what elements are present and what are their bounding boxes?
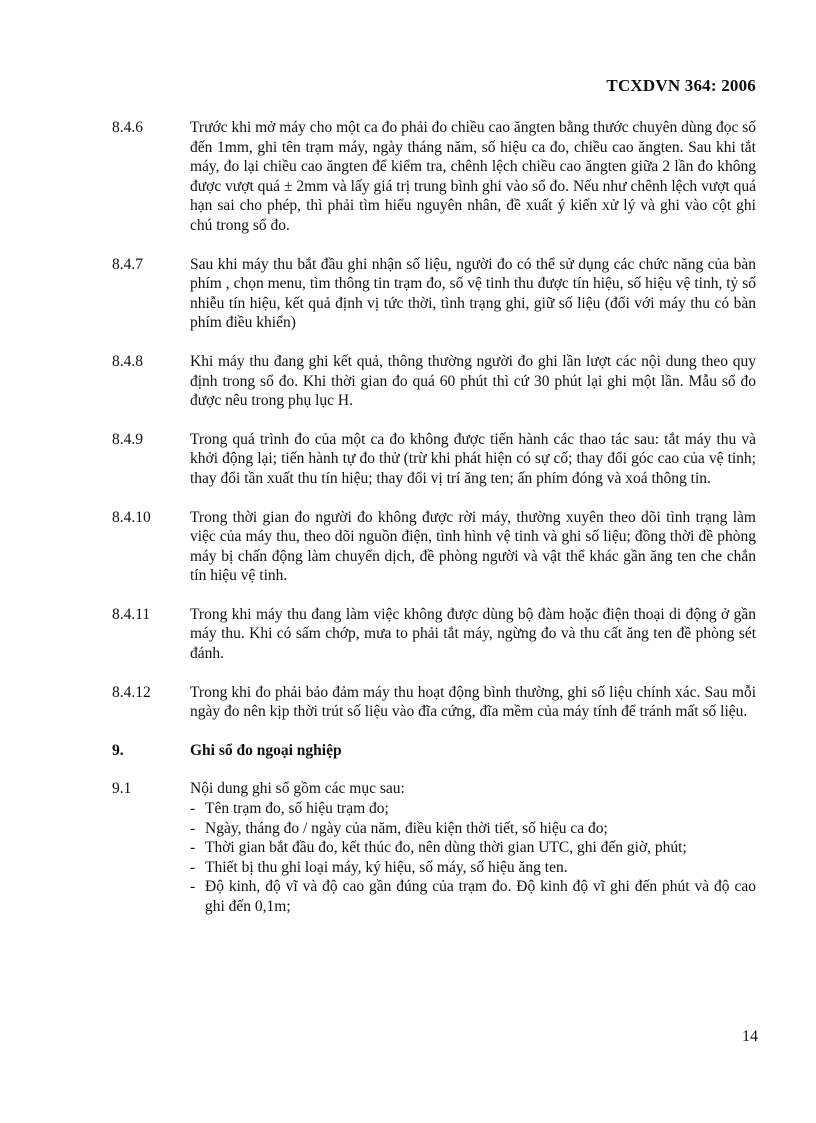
list-item (190, 877, 756, 916)
dash-mark: - (190, 800, 196, 818)
dash-mark: - (190, 819, 196, 837)
paragraph-8-4-10 (112, 508, 756, 586)
paragraph-8-4-12 (112, 683, 756, 722)
document-header: TCXDVN 364: 2006 (606, 76, 756, 95)
paragraph-text: Trong khi máy thu đang làm việc không được dùng bộ đàm hoặc điện thoại di động ở gần máy thu. Khi có sấm chớp, mưa to phải tắt máy, ngừng đo và thu cất ăng ten đề phòng sét đánh. (190, 605, 756, 663)
paragraph-text: Trong thời gian đo người đo không được rời máy, thường xuyên theo dõi tình trạng làm việc của máy thu, theo dõi nguồn điện, tình hình vệ tinh và ghi số liệu; đồng thời đề phòng máy bị chấn động làm chuyển dịch, đề phòng người và vật thể khác gần ăng ten che chắn tín hiệu vệ tinh. (190, 508, 756, 585)
paragraph-number: 8.4.8 (112, 352, 143, 370)
dash-mark: - (190, 839, 196, 857)
list-item (190, 838, 756, 858)
subsection-body (190, 779, 756, 916)
paragraph-8-4-7 (112, 255, 756, 333)
paragraph-number: 8.4.12 (112, 683, 151, 701)
paragraph-text: Khi máy thu đang ghi kết quả, thông thường người đo ghi lần lượt các nội dung theo quy định trong sổ đo. Khi thời gian đo quá 60 phút thì cứ 30 phút lại ghi một lần. Mẫu sổ đo được nêu trong phụ lục H. (190, 352, 756, 410)
paragraph-8-4-11 (112, 605, 756, 664)
paragraph-text: Trong quá trình đo của một ca đo không được tiến hành các thao tác sau: tắt máy thu và khởi động lại; tiến hành tự đo thử (trừ khi phát hiện có sự cố; thay đổi góc cao của vệ tinh; thay đổi tần xuất thu tín hiệu; thay đổi vị trí ăng ten; ấn phím đóng và xoá thông tin. (190, 430, 756, 487)
dash-mark: - (190, 878, 196, 896)
subsection-9-1 (112, 779, 756, 916)
paragraph-number: 8.4.11 (112, 605, 151, 623)
dash-list (190, 799, 756, 917)
list-item (190, 819, 756, 839)
paragraph-text: Sau khi máy thu bắt đầu ghi nhận số liệu, người đo có thể sử dụng các chức năng của bàn phím , chọn menu, tìm thông tin trạm đo, số vệ tinh thu được tín hiệu, số hiệu vệ tinh, tỷ số nhiễu tín hiệu, kết quả định vị tức thời, tình trạng ghi, giữ số liệu (đối với máy thu có bàn phím điều khiển) (190, 255, 756, 332)
list-item (190, 799, 756, 819)
list-item-text: Thời gian bắt đầu đo, kết thúc đo, nên dùng thời gian UTC, ghi đến giờ, phút; (205, 839, 687, 857)
paragraph-number: 8.4.6 (112, 119, 143, 136)
list-item-text: Thiết bị thu ghi loại máy, ký hiệu, số máy, số hiệu ăng ten. (205, 858, 568, 876)
section-title: Ghi sổ đo ngoại nghiệp (190, 741, 342, 759)
list-item-text: Độ kinh, độ vĩ và độ cao gần đúng của trạm đo. Độ kinh độ vĩ ghi đến phút và độ cao ghi đến 0,1m; (205, 878, 756, 915)
list-item-text: Ngày, tháng đo / ngày của năm, điều kiện thời tiết, số hiệu ca đo; (205, 819, 608, 837)
paragraph-text: Trước khi mở máy cho một ca đo phải đo chiều cao ăngten bằng thước chuyên dùng đọc số đến 1mm, ghi tên trạm máy, ngày tháng năm, số hiệu ca đo, chiều cao ăngten. Sau khi tắt máy, đo lại chiều cao ăngten để kiểm tra, chênh lệch chiều cao ăngten giữa 2 lần đo không được vượt quá ± 2mm và lấy giá trị trung bình ghi vào sổ đo. Nếu như chênh lệch vượt quá hạn sai cho phép, thì phải tìm hiểu nguyên nhân, đề xuất ý kiến xử lý và ghi vào cột ghi chú trong sổ đo. (190, 119, 756, 234)
subsection-number: 9.1 (112, 780, 132, 798)
paragraph-8-4-8 (112, 352, 756, 411)
section-heading-9 (112, 741, 756, 761)
paragraph-8-4-9 (112, 430, 756, 489)
dash-mark: - (190, 858, 196, 876)
paragraph-number: 8.4.7 (112, 255, 143, 273)
paragraph-number: 8.4.10 (112, 508, 151, 526)
page-number: 14 (742, 1028, 758, 1045)
paragraph-8-4-6 (112, 118, 756, 236)
list-item-text: Tên trạm đo, số hiệu trạm đo; (205, 800, 389, 818)
page-content (112, 118, 756, 936)
section-number: 9. (112, 741, 124, 759)
list-item (190, 858, 756, 878)
paragraph-number: 8.4.9 (112, 430, 143, 448)
paragraph-text: Trong khi đo phải bảo đảm máy thu hoạt động bình thường, ghi số liệu chính xác. Sau mỗi ngày đo nên kịp thời trút số liệu vào đĩa cứng, đĩa mềm của máy tính để tránh mất số liệu. (190, 683, 756, 721)
subsection-intro: Nội dung ghi sổ gồm các mục sau: (190, 780, 405, 798)
